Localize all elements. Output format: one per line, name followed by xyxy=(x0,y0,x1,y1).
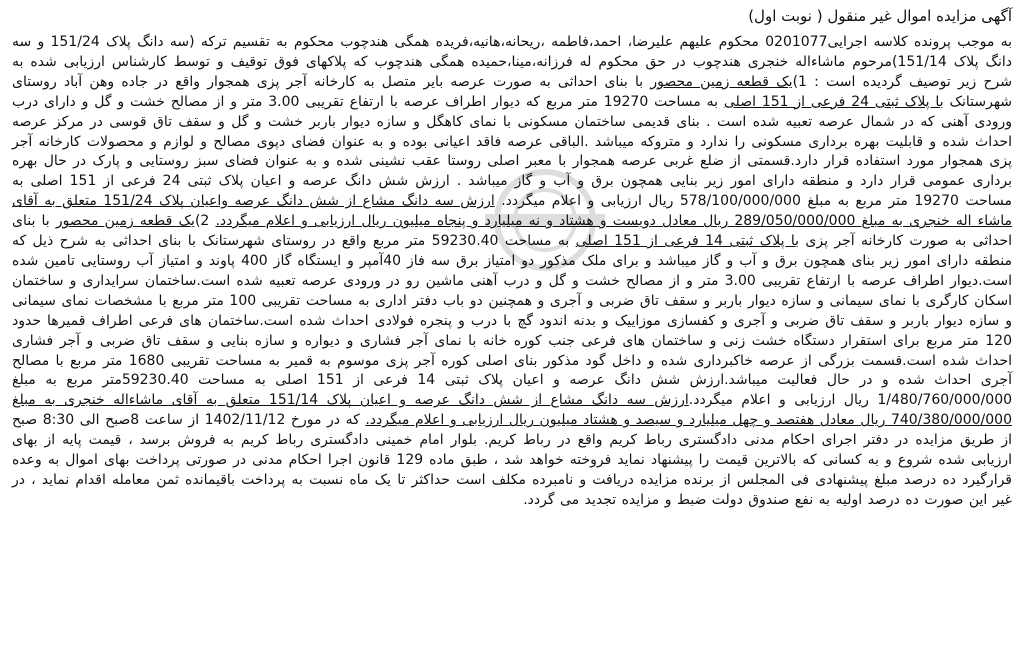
property-2-number: 2) xyxy=(194,213,216,230)
property-1-heading: یک قطعه زمین محصور xyxy=(650,73,793,90)
property-2-share-valuation: ارزش سه دانگ مشاع از شش دانگ عرصه و اعیان پلاک 151/14 متعلق به آقای ماشاءاله خنجری به مبلغ 740/380/000/000 ریال معادل هفتصد و چهل میلیارد و سیصد و هشتاد میلیون ریال ارزیابی و اعلام میگردد. xyxy=(12,392,1012,429)
property-1-description-text: به مساحت 19270 متر مربع که دیوار اطراف عرصه با ارتفاع تقریبی 3.00 متر و از مصالح خشت و گل و دارای درب ورودی آهنی که در شمال عرصه تعبیه شده است . بنای قدیمی ساختمان مسکونی با نمای کاهگل و سازه دیوار باربر خشت و گل و سقف تاق قوسی در مرکز عرصه احداث شده و قابلیت بهره برداری مسکونی را ندارد و متروکه میباشد .الباقی عرصه فاقد اعیانی بوده و به عنوان فضای دپوی مصالح و لوازم و محصولات کارخانه آجر پزی همجوار مورد استفاده قرار دارد.قسمتی از ضلع غربی عرصه همجوار با معبر اصلی روستا عقب نشینی شده و به عنوان فضای سبز روستایی و پارک در حال بهره برداری عمومی قرار دارد و منطقه دارای امور زیر بنایی همچون برق و آب و گاز میباشد . ارزش شش دانگ عرصه و اعیان پلاک ثبتی 24 فرعی از 151 اصلی به مساحت 19270 متر مربع به مبلغ 578/100/000/000 ریال ارزیابی و اعلام میگردد. xyxy=(12,93,1012,210)
notice-body xyxy=(12,33,1012,511)
property-1-share-valuation: ارزش سه دانگ مشاع از شش دانگ عرصه واعیان پلاک 151/24 متعلق به آقای ماشاء اله خنجری به مبلغ 289/050/000/000 ریال معادل دویست و هشتاد و نه میلیارد و پنجاه میلیون ریال ارزیابی و اعلام میگردد. xyxy=(12,193,1012,230)
notice-intro-text: به موجب پرونده کلاسه اجرایی0201077 محکوم علیهم علیرضا، احمد،فاطمه ،ریحانه،هانیه،فریده همگی هندچوب محکوم به تقسیم ترکه (سه دانگ پلاک 151/24 و سه دانگ پلاک 151/14)مرحوم ماشاءاله خنجری هندچوب در حق محکوم له فرزانه،مینا،حمیده همگی هندچوب که پلاکهای فوق توقیف و توسط کارشناس ارزیابی شده به شرح زیر توصیف گردیده است : 1) xyxy=(12,34,1012,90)
property-2-plate-number: با پلاک ثبتی 14 فرعی از 151 اصلی xyxy=(575,233,800,250)
auction-terms-text: که در مورخ 1402/11/12 از ساعت 8صبح الی 8:30 صبح از طریق مزایده در دفتر اجرای احکام مدنی دادگستری رباط کریم واقع در رباط کریم. بلوار امام خمینی دادگستری رباط کریم به فروش برسد ، قیمت پایه از بهای ارزیابی شده شروع و به کسانی که بالاترین قیمت را پیشنهاد نماید فروخته خواهد شد ، طبق ماده 129 قانون اجرا احکام مدنی در صورتی پرداخت بهای اموال به وعده قرارگیرد ده درصد مبلغ پیشنهادی فی المجلس از برنده مزایده دریافت و نامبرده مکلف است حداکثر تا یک ماه نسبت به پرداخت باقیمانده ثمن معامله اقدام نماید ، در غیر این صورت ده درصد اولیه به نفع صندوق دولت ضبط و مزایده تجدید می گردد. xyxy=(12,412,1012,508)
property-2-description-text: به مساحت 59230.40 متر مربع واقع در روستای شهرستانک با بنای احداثی به شرح ذیل که منطقه دارای امور زیر بنای همچون برق و آب و گاز میباشد و برای ملک مذکور دو امتیاز برق سه فاز 40آمپر و ایستگاه گاز 400 پاوند و امتیاز آب روستایی تامین شده است.دیوار اطراف عرصه با ارتفاع تقریبی 3.00 متر و از مصالح خشت و گل و درب آهنی ماشین رو در ورودی عرصه تعبیه شده است.ساختمان سرایداری و ساختمان اسکان کارگری با نمای سیمانی و سازه دیوار باربر و سقف تاق ضربی و آجری و همچنین دو باب دفتر اداری به مساحت تقریبی 100 متر مربع با مشخصات نمای سیمانی و سازه دیوار باربر و سقف تاق ضربی و آجری و کفسازی موزاییک و بدنه اندود گچ با درب و پنجره فولادی احداث شده است.ساختمان های فرعی اطراف قمیرها حدود 120 متر مربع برای استقرار دستگاه خشت زنی و ساختمان های فرعی جنب کوره خانه با نمای آجر فشاری و دیواره و سازه بنایی و سقف تاق ضربی و آجر فشاری احداث شده است.قسمت بزرگی از عرصه خاکبرداری شده و داخل گود مذکور بنای اصلی کوره آجر پزی موسوم به قمیر به مساحت تقریبی 1680 متر مربع با مصالح آجری احداث شده و در حال فعالیت میباشد.ارزش شش دانگ عرصه و اعیان پلاک ثبتی 14 فرعی از 151 اصلی به مساحت 59230.40متر مربع به مبلغ 1/480/760/000/000 ریال ارزیابی و اعلام میگردد. xyxy=(12,233,1013,409)
property-2-type-text: با بنای احداثی به صورت کارخانه آجر پزی xyxy=(12,213,1012,250)
notice-title: آگهی مزایده اموال غیر منقول ( نوبت اول) xyxy=(748,7,1012,25)
property-1-plate-number: با پلاک ثبتی 24 فرعی از 151 اصلی xyxy=(723,93,944,110)
property-1-location-text: با بنای احداثی به صورت عرصه بایر متصل به کارخانه آجر پزی همجوار واقع در جاده وهن آباد روستای شهرستانک xyxy=(12,73,1013,110)
property-2-heading: یک قطعه زمین محصور xyxy=(55,213,195,230)
